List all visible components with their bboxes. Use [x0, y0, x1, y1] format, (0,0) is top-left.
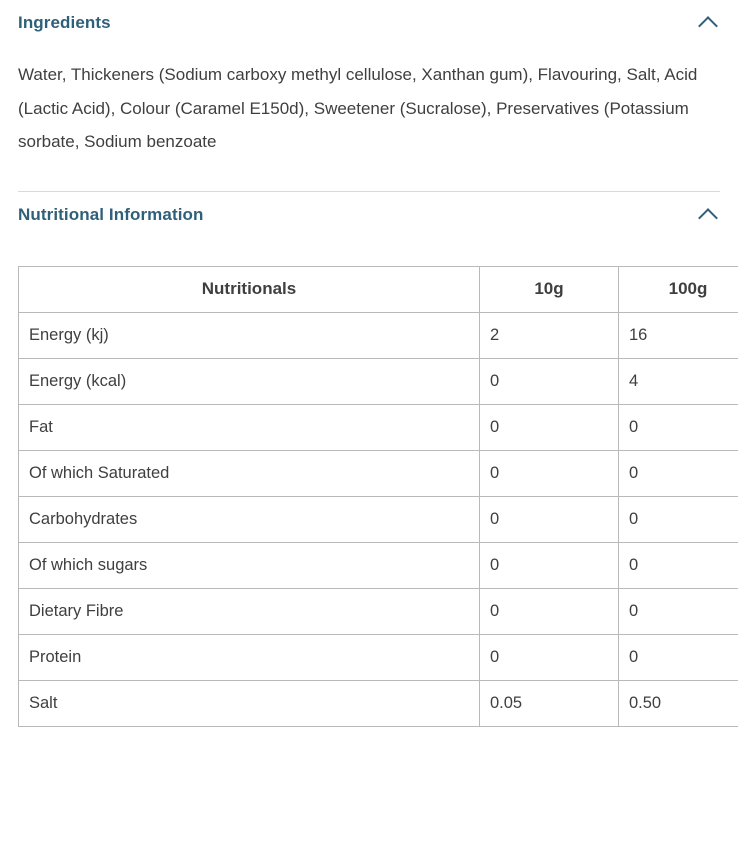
table-row: [19, 404, 738, 450]
table-header-cell: 10g: [480, 266, 619, 312]
table-row: [19, 358, 738, 404]
table-cell-100g: 0: [619, 634, 738, 680]
table-header-cell: Nutritionals: [19, 266, 480, 312]
table-cell-10g: 0: [480, 542, 619, 588]
table-cell-label: Protein: [19, 634, 480, 680]
table-cell-label: Of which Saturated: [19, 450, 480, 496]
table-cell-100g: 0: [619, 404, 738, 450]
chevron-up-icon[interactable]: [698, 204, 720, 226]
table-cell-10g: 0.05: [480, 680, 619, 726]
table-row: [19, 680, 738, 726]
table-row: [19, 496, 738, 542]
table-cell-10g: 0: [480, 496, 619, 542]
ingredients-title: Ingredients: [18, 13, 111, 32]
nutritional-table-wrapper: [18, 266, 720, 727]
table-head: [19, 266, 738, 312]
table-row: [19, 312, 738, 358]
table-cell-100g: 0.50: [619, 680, 738, 726]
table-cell-label: Energy (kj): [19, 312, 480, 358]
chevron-up-icon[interactable]: [698, 12, 720, 34]
table-cell-100g: 0: [619, 496, 738, 542]
table-cell-label: Energy (kcal): [19, 358, 480, 404]
table-cell-100g: 0: [619, 588, 738, 634]
nutritional-title: Nutritional Information: [18, 204, 204, 224]
table-row: [19, 450, 738, 496]
table-cell-10g: 0: [480, 450, 619, 496]
table-cell-label: Dietary Fibre: [19, 588, 480, 634]
table-cell-10g: 0: [480, 358, 619, 404]
table-cell-10g: 0: [480, 404, 619, 450]
nutritional-section-header[interactable]: [18, 192, 720, 228]
table-cell-10g: 0: [480, 634, 619, 680]
table-cell-100g: 0: [619, 542, 738, 588]
table-cell-label: Carbohydrates: [19, 496, 480, 542]
table-cell-label: Fat: [19, 404, 480, 450]
table-header-row: [19, 266, 738, 312]
table-header-cell: 100g: [619, 266, 738, 312]
table-cell-100g: 4: [619, 358, 738, 404]
table-body: [19, 312, 738, 726]
table-cell-10g: 0: [480, 588, 619, 634]
table-cell-100g: 16: [619, 312, 738, 358]
table-cell-label: Of which sugars: [19, 542, 480, 588]
nutritional-table: [18, 266, 738, 727]
table-row: [19, 588, 738, 634]
table-row: [19, 542, 738, 588]
ingredients-text: Water, Thickeners (Sodium carboxy methyl cellulose, Xanthan gum), Flavouring, Salt, Acid (Lactic Acid), Colour (Caramel E150d), Sweetener (Sucralose), Preservatives (Potassium sorbate, Sodium benzoate: [18, 65, 698, 152]
table-row: [19, 634, 738, 680]
table-cell-label: Salt: [19, 680, 480, 726]
ingredients-section-header[interactable]: [18, 0, 720, 36]
table-cell-100g: 0: [619, 450, 738, 496]
table-cell-10g: 2: [480, 312, 619, 358]
